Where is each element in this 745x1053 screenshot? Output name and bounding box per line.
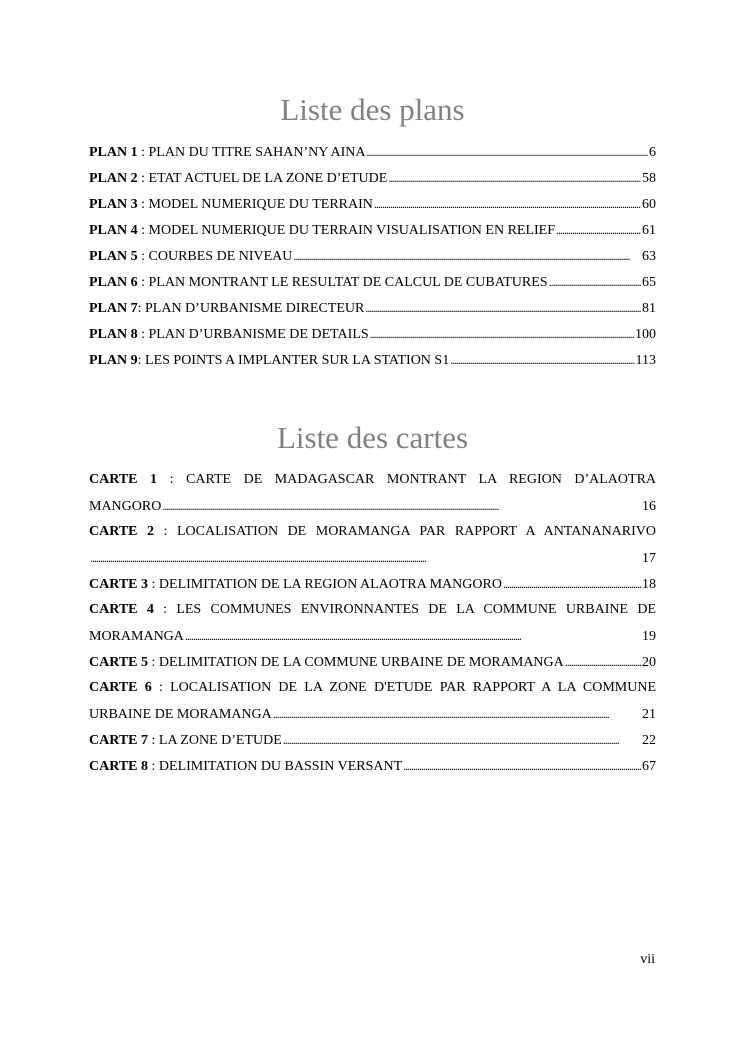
plan-entry-9[interactable]: PLAN 9: LES POINTS A IMPLANTER SUR LA STATION S1 . . . 113 [89, 347, 656, 373]
plans-list [89, 139, 656, 373]
entry-title: CARTE DE MADAGASCAR MONTRANT LA REGION D’ALAOTRA [186, 472, 657, 487]
entry-title: LES COMMUNES ENVIRONNANTES DE LA COMMUNE URBAINE DE [176, 602, 657, 617]
carte-entry-5[interactable]: CARTE 5 : DELIMITATION DE LA COMMUNE URBAINE DE MORAMANGA . . . 20 [89, 649, 656, 675]
page-number: vii [640, 952, 655, 967]
entry-title: DELIMITATION DU BASSIN VERSANT [158, 759, 403, 774]
entry-title-cont: MANGORO [89, 499, 162, 514]
carte-entry-3[interactable]: CARTE 3 : DELIMITATION DE LA REGION ALAOTRA MANGORO . . . 18 [89, 571, 656, 597]
plans-heading: Liste des plans [280, 92, 465, 127]
entry-title: PLAN DU TITRE SAHAN’NY AINA [148, 145, 366, 160]
entry-label: PLAN 1 [89, 145, 138, 160]
entry-page: 63 [642, 249, 656, 264]
carte-entry-2[interactable]: CARTE 2 : LOCALISATION DE MORAMANGA PAR RAPPORT A ANTANANARIVO [89, 524, 657, 539]
entry-page: 81 [642, 301, 656, 316]
entry-label: CARTE 1 [89, 472, 158, 487]
entry-page: 22 [642, 733, 656, 748]
entry-page: 20 [642, 655, 656, 670]
entry-label: PLAN 8 [89, 327, 138, 342]
entry-title: DELIMITATION DE LA COMMUNE URBAINE DE MORAMANGA [158, 655, 564, 670]
entry-label: CARTE 3 [89, 577, 149, 592]
entry-label: PLAN 9 [89, 353, 138, 368]
entry-title: PLAN MONTRANT LE RESULTAT DE CALCUL DE CUBATURES [148, 275, 548, 290]
entry-title: MODEL NUMERIQUE DU TERRAIN [148, 197, 373, 212]
cartes-heading: Liste des cartes [276, 420, 469, 455]
entry-title: LOCALISATION DE MORAMANGA PAR RAPPORT A ANTANANARIVO [176, 524, 657, 539]
entry-title: ETAT ACTUEL DE LA ZONE D’ETUDE [148, 171, 388, 186]
entry-label: PLAN 6 [89, 275, 138, 290]
cartes-list [89, 467, 656, 779]
carte-entry-2-cont[interactable] [89, 545, 656, 571]
entry-page: 100 [635, 327, 656, 342]
entry-label: CARTE 8 [89, 759, 149, 774]
plan-entry-4[interactable]: PLAN 4 : MODEL NUMERIQUE DU TERRAIN VISUALISATION EN RELIEF . . . 61 [89, 217, 656, 243]
entry-label: PLAN 5 [89, 249, 138, 264]
entry-page: 113 [635, 353, 656, 368]
entry-page: 61 [642, 223, 656, 238]
entry-title: PLAN D’URBANISME DIRECTEUR [145, 301, 365, 316]
entry-label: PLAN 3 [89, 197, 138, 212]
plan-entry-2[interactable]: PLAN 2 : ETAT ACTUEL DE LA ZONE D’ETUDE . . . 58 [89, 165, 656, 191]
entry-title: LOCALISATION DE LA ZONE D'ETUDE PAR RAPPORT A LA COMMUNE [170, 680, 657, 695]
entry-label: CARTE 6 [89, 680, 152, 695]
carte-entry-4[interactable]: CARTE 4 : LES COMMUNES ENVIRONNANTES DE LA COMMUNE URBAINE DE [89, 602, 657, 617]
plan-entry-1[interactable]: PLAN 1 : PLAN DU TITRE SAHAN’NY AINA . . . 6 [89, 139, 656, 165]
plan-entry-5[interactable]: PLAN 5 : COURBES DE NIVEAU . . . 63 [89, 243, 656, 269]
entry-page: 65 [642, 275, 656, 290]
entry-page: 58 [642, 171, 656, 186]
entry-label: CARTE 2 [89, 524, 155, 539]
entry-label: PLAN 2 [89, 171, 138, 186]
entry-page: 18 [642, 577, 656, 592]
plan-entry-3[interactable]: PLAN 3 : MODEL NUMERIQUE DU TERRAIN . . . 60 [89, 191, 656, 217]
entry-page: 60 [642, 197, 656, 212]
carte-entry-6[interactable]: CARTE 6 : LOCALISATION DE LA ZONE D'ETUDE PAR RAPPORT A LA COMMUNE [89, 680, 657, 695]
entry-label: CARTE 7 [89, 733, 149, 748]
entry-label: PLAN 4 [89, 223, 138, 238]
entry-title: LES POINTS A IMPLANTER SUR LA STATION S1 [145, 353, 450, 368]
entry-label: CARTE 4 [89, 602, 154, 617]
entry-page: 17 [642, 551, 656, 566]
carte-entry-8[interactable]: CARTE 8 : DELIMITATION DU BASSIN VERSANT . . . 67 [89, 753, 656, 779]
carte-entry-6-cont[interactable] [89, 701, 656, 727]
carte-entry-4-cont[interactable] [89, 623, 656, 649]
entry-title: PLAN D’URBANISME DE DETAILS [148, 327, 369, 342]
entry-title: MODEL NUMERIQUE DU TERRAIN VISUALISATION EN RELIEF [148, 223, 556, 238]
entry-label: CARTE 5 [89, 655, 149, 670]
carte-entry-1-cont[interactable] [89, 493, 656, 519]
entry-title-cont: URBAINE DE MORAMANGA [89, 707, 272, 722]
entry-page: 16 [642, 499, 656, 514]
carte-entry-7[interactable]: CARTE 7 : LA ZONE D’ETUDE . . . 22 [89, 727, 656, 753]
entry-page: 6 [649, 145, 656, 160]
plan-entry-8[interactable]: PLAN 8 : PLAN D’URBANISME DE DETAILS . . . 100 [89, 321, 656, 347]
entry-label: PLAN 7 [89, 301, 138, 316]
entry-page: 19 [642, 629, 656, 644]
entry-page: 21 [642, 707, 656, 722]
entry-page: 67 [642, 759, 656, 774]
entry-title: DELIMITATION DE LA REGION ALAOTRA MANGORO [158, 577, 502, 592]
plan-entry-7[interactable]: PLAN 7: PLAN D’URBANISME DIRECTEUR . . . 81 [89, 295, 656, 321]
plan-entry-6[interactable]: PLAN 6 : PLAN MONTRANT LE RESULTAT DE CALCUL DE CUBATURES . . . 65 [89, 269, 656, 295]
carte-entry-1[interactable]: CARTE 1 : CARTE DE MADAGASCAR MONTRANT LA REGION D’ALAOTRA [89, 472, 657, 487]
entry-title-cont: MORAMANGA [89, 629, 184, 644]
entry-title: LA ZONE D’ETUDE [158, 733, 282, 748]
entry-title: COURBES DE NIVEAU [148, 249, 293, 264]
